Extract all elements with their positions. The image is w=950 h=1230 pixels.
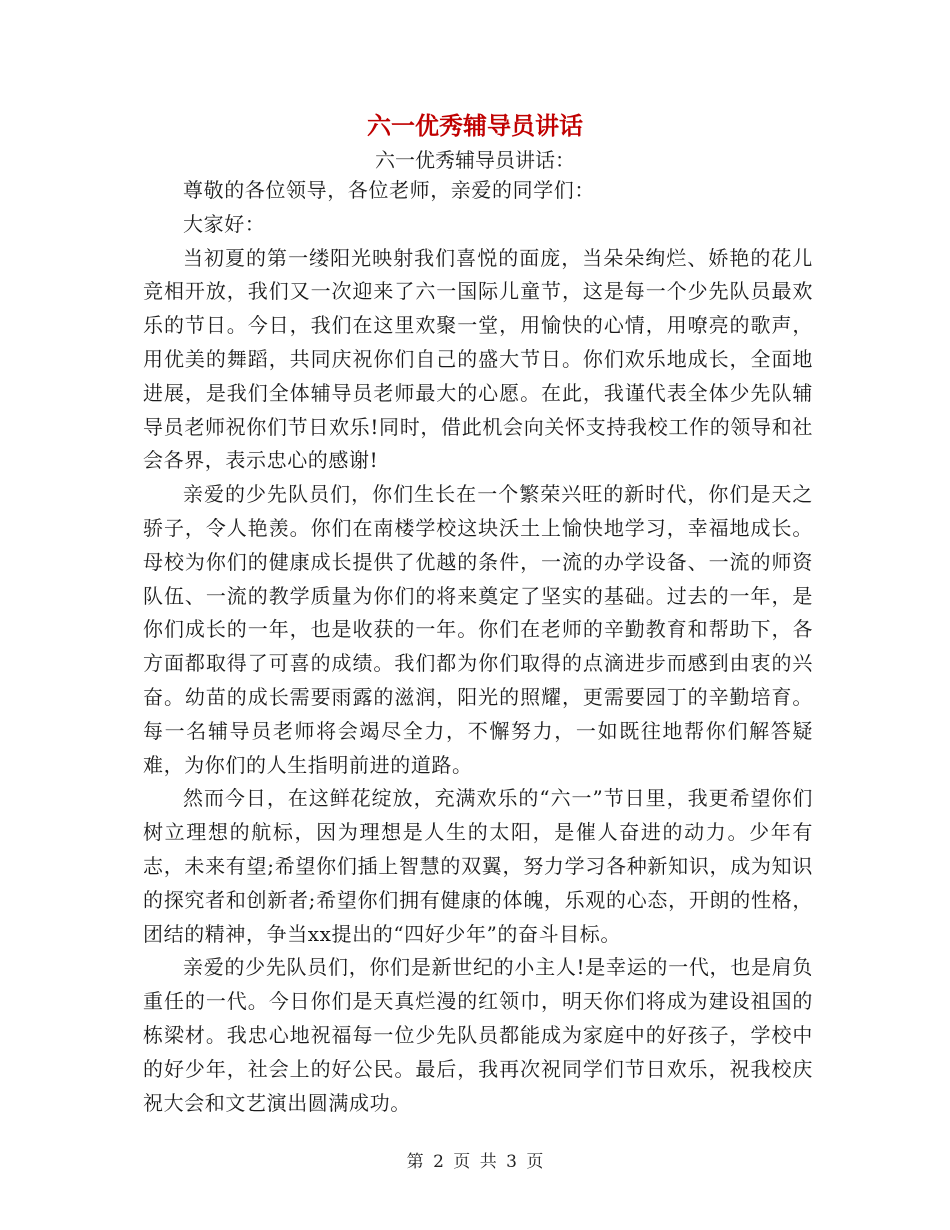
salutation-paragraph: 尊敬的各位领导，各位老师，亲爱的同学们： [183, 178, 595, 202]
document-title: 六一优秀辅导员讲话 [367, 111, 583, 140]
body-paragraph: 当初夏的第一缕阳光映射我们喜悦的面庞，当朵朵绚烂、娇艳的花儿竞相开放，我们又一次迎来了六一国际儿童节，这是每一个少先队员最欢乐的节日。今日，我们在这里欢聚一堂，用愉快的心情，用嘹亮的歌声，用优美的舞蹈，共同庆祝你们自己的盛大节日。你们欢乐地成长，全面地进展，是我们全体辅导员老师最大的心愿。在此，我谨代表全体少先队辅导员老师祝你们节日欢乐!同时，借此机会向关怀支持我校工作的领导和社会各界，表示忠心的感谢! [143, 245, 813, 473]
page-footer: 第 2 页 共 3 页 [406, 1152, 544, 1172]
document-body [143, 174, 813, 1120]
body-paragraph: 然而今日，在这鲜花绽放，充满欢乐的“六一”节日里，我更希望你们树立理想的航标，因为理想是人生的太阳，是催人奋进的动力。少年有志，未来有望;希望你们插上智慧的双翼，努力学习各种新知识，成为知识的探究者和创新者;希望你们拥有健康的体魄，乐观的心态，开朗的性格，团结的精神，争当xx提出的“四好少年”的奋斗目标。 [143, 786, 813, 946]
body-paragraph: 亲爱的少先队员们，你们生长在一个繁荣兴旺的新时代，你们是天之骄子，令人艳羡。你们在南楼学校这块沃土上愉快地学习，幸福地成长。母校为你们的健康成长提供了优越的条件，一流的办学设备、一流的师资队伍、一流的教学质量为你们的将来奠定了坚实的基础。过去的一年，是你们成长的一年，也是收获的一年。你们在老师的辛勤教育和帮助下，各方面都取得了可喜的成绩。我们都为你们取得的点滴进步而感到由衷的兴奋。幼苗的成长需要雨露的滋润，阳光的照耀，更需要园丁的辛勤培育。每一名辅导员老师将会竭尽全力，不懈努力，一如既往地帮你们解答疑难，为你们的人生指明前进的道路。 [143, 482, 813, 777]
document-subtitle: 六一优秀辅导员讲话： [375, 148, 575, 172]
greeting-paragraph: 大家好： [183, 211, 266, 236]
body-paragraph: 亲爱的少先队员们，你们是新世纪的小主人!是幸运的一代，也是肩负重任的一代。今日你们是天真烂漫的红领巾，明天你们将成为建设祖国的栋梁材。我忠心地祝福每一位少先队员都能成为家庭中的好孩子，学校中的好少年，社会上的好公民。最后，我再次祝同学们节日欢乐，祝我校庆祝大会和文艺演出圆满成功。 [143, 955, 813, 1115]
